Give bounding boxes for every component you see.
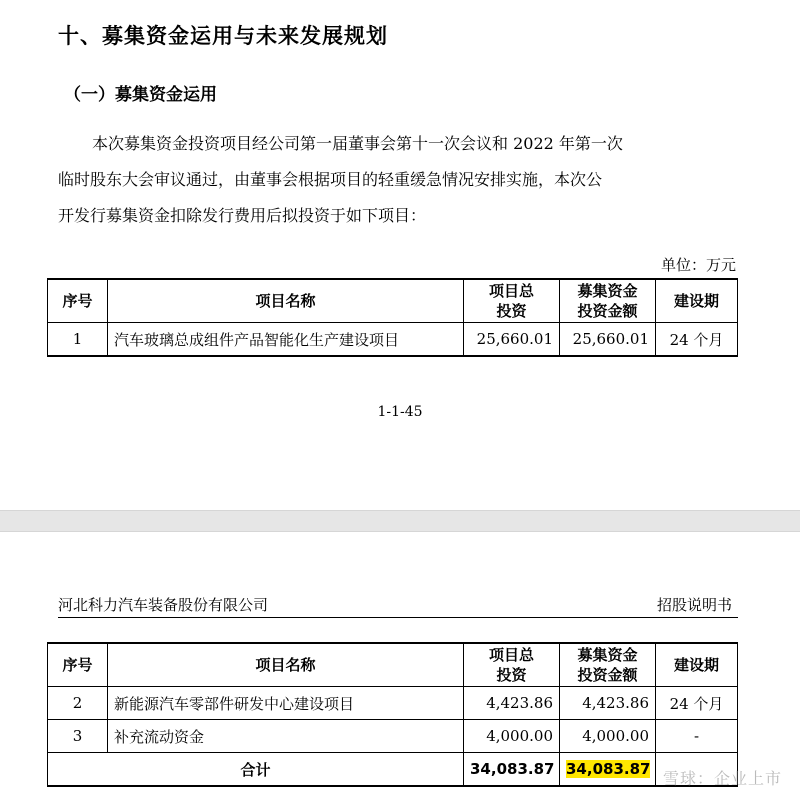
cell-name: 新能源汽车零部件研发中心建设项目 — [108, 687, 464, 720]
paragraph-line: 本次募集资金投资项目经公司第一届董事会第十一次会议和 2022 年第一次 — [92, 134, 623, 153]
cell-period: 24 个月 — [656, 687, 738, 720]
page-number: 1-1-45 — [377, 404, 423, 420]
paragraph-line: 临时股东大会审议通过，由董事会根据项目的轻重缓急情况安排实施，本次公 — [58, 170, 603, 189]
cell-period: - — [656, 720, 738, 753]
header-raised: 募集资金 投资金额 — [560, 643, 656, 687]
header-raised: 募集资金 投资金额 — [560, 279, 656, 323]
watermark: 雪球：企业上市 — [662, 769, 782, 788]
table-row — [48, 687, 738, 720]
header-total: 项目总 投资 — [464, 643, 560, 687]
cell-raised: 25,660.01 — [560, 323, 656, 357]
header-period: 建设期 — [656, 643, 738, 687]
section-title: 十、募集资金运用与未来发展规划 — [58, 24, 388, 48]
table-row — [48, 720, 738, 753]
table-header-row — [48, 643, 738, 687]
investment-table-page1 — [47, 278, 738, 357]
unit-label: 单位：万元 — [660, 256, 736, 274]
header-company: 河北科力汽车装备股份有限公司 — [58, 596, 269, 614]
header-doc-name: 招股说明书 — [656, 596, 732, 614]
total-raised — [560, 753, 656, 787]
cell-raised: 4,000.00 — [560, 720, 656, 753]
subsection-title: （一）募集资金运用 — [64, 85, 217, 105]
total-investment: 34,083.87 — [464, 753, 560, 787]
body-paragraph — [58, 126, 748, 234]
highlighted-total: 34,083.87 — [566, 760, 651, 778]
page-separator — [0, 510, 800, 532]
header-rule — [58, 617, 738, 618]
total-label: 合计 — [48, 753, 464, 787]
cell-total: 4,423.86 — [464, 687, 560, 720]
cell-total: 4,000.00 — [464, 720, 560, 753]
header-name: 项目名称 — [108, 279, 464, 323]
cell-no: 1 — [48, 323, 108, 357]
header-total: 项目总 投资 — [464, 279, 560, 323]
header-no: 序号 — [48, 279, 108, 323]
cell-period: 24 个月 — [656, 323, 738, 357]
cell-total: 25,660.01 — [464, 323, 560, 357]
paragraph-line: 开发行募集资金扣除发行费用后拟投资于如下项目： — [58, 206, 427, 225]
cell-name: 汽车玻璃总成组件产品智能化生产建设项目 — [108, 323, 464, 357]
cell-no: 3 — [48, 720, 108, 753]
header-no: 序号 — [48, 643, 108, 687]
table-header-row — [48, 279, 738, 323]
cell-no: 2 — [48, 687, 108, 720]
total-row — [48, 753, 738, 787]
table-row — [48, 323, 738, 357]
cell-raised: 4,423.86 — [560, 687, 656, 720]
header-period: 建设期 — [656, 279, 738, 323]
investment-table-page2 — [47, 642, 738, 787]
cell-name: 补充流动资金 — [108, 720, 464, 753]
header-name: 项目名称 — [108, 643, 464, 687]
